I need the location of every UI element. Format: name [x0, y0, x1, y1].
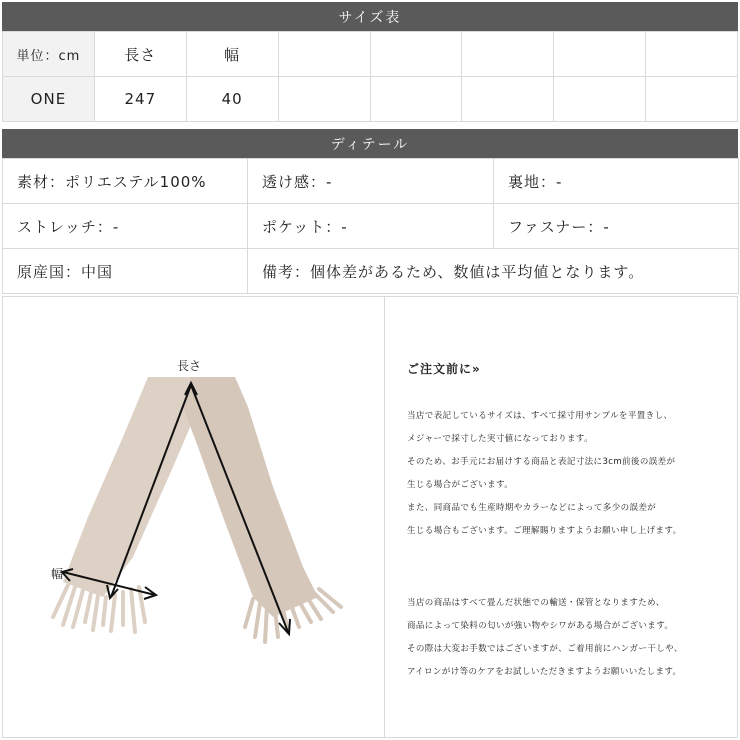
detail-section-header — [2, 129, 738, 158]
notice-line: また、同商品でも生産時期やカラーなどによって多少の誤差が — [407, 503, 657, 513]
size-header-cell: 幅 — [186, 32, 278, 77]
notice-line: アイロンがけ等のケアをお試しいただきますようお願いいたします。 — [407, 667, 682, 677]
detail-zipper: ファスナー：- — [494, 204, 739, 249]
size-cell — [278, 77, 370, 122]
detail-row — [3, 249, 739, 294]
size-header-cell: 長さ — [94, 32, 186, 77]
size-header-cell — [646, 32, 738, 77]
detail-section-title: ディテール — [330, 136, 410, 153]
size-header-cell: 単位：cm — [3, 32, 95, 77]
size-cell — [646, 77, 738, 122]
detail-pocket: ポケット：- — [248, 204, 494, 249]
notice-line: 当店の商品はすべて畳んだ状態での輸送・保管となりますため、 — [407, 598, 665, 608]
size-section-title: サイズ表 — [338, 9, 402, 26]
size-table-row — [3, 77, 738, 122]
notice-line: 当店で表記しているサイズは、すべて採寸用サンプルを平置きし、 — [407, 411, 673, 421]
size-cell — [554, 77, 646, 122]
detail-material: 素材：ポリエステル100% — [3, 159, 248, 204]
notice-panel — [385, 296, 738, 738]
notice-line: 商品によって染料の匂いが強い物やシワがある場合がございます。 — [407, 621, 674, 631]
size-header-cell — [462, 32, 554, 77]
length-label: 長さ — [177, 359, 202, 373]
notice-paragraph-2 — [407, 592, 683, 684]
size-table — [2, 31, 738, 122]
detail-origin: 原産国：中国 — [3, 249, 248, 294]
size-cell: 247 — [94, 77, 186, 122]
size-cell: 40 — [186, 77, 278, 122]
scarf-right-strip — [183, 377, 318, 617]
notice-line: メジャーで採寸した実寸値になっております。 — [407, 434, 594, 444]
diagram-panel — [2, 296, 385, 738]
size-table-header-row — [3, 32, 738, 77]
size-header-cell — [554, 32, 646, 77]
size-header-cell — [370, 32, 462, 77]
size-cell: ONE — [3, 77, 95, 122]
notice-title: ご注文前に» — [407, 362, 481, 376]
size-cell — [370, 77, 462, 122]
detail-table — [2, 158, 739, 294]
notice-line: その際は大変お手数ではございますが、ご着用前にハンガー干しや、 — [407, 644, 683, 654]
size-section-header — [2, 2, 738, 31]
size-header-cell — [278, 32, 370, 77]
notice-line: 生じる場合がございます。 — [407, 480, 514, 490]
notice-line: そのため、お手元にお届けする商品と表記寸法に3cm前後の誤差が — [407, 457, 676, 467]
detail-sheerness: 透け感：- — [248, 159, 494, 204]
detail-stretch: ストレッチ：- — [3, 204, 248, 249]
notice-line: 生じる場合もございます。ご理解賜りますようお願い申し上げます。 — [407, 526, 682, 536]
detail-lining: 裏地：- — [494, 159, 739, 204]
size-cell — [462, 77, 554, 122]
detail-row — [3, 204, 739, 249]
detail-row — [3, 159, 739, 204]
detail-remarks: 備考：個体差があるため、数値は平均値となります。 — [248, 249, 739, 294]
width-label: 幅 — [51, 567, 64, 581]
notice-paragraph-1 — [407, 405, 682, 543]
